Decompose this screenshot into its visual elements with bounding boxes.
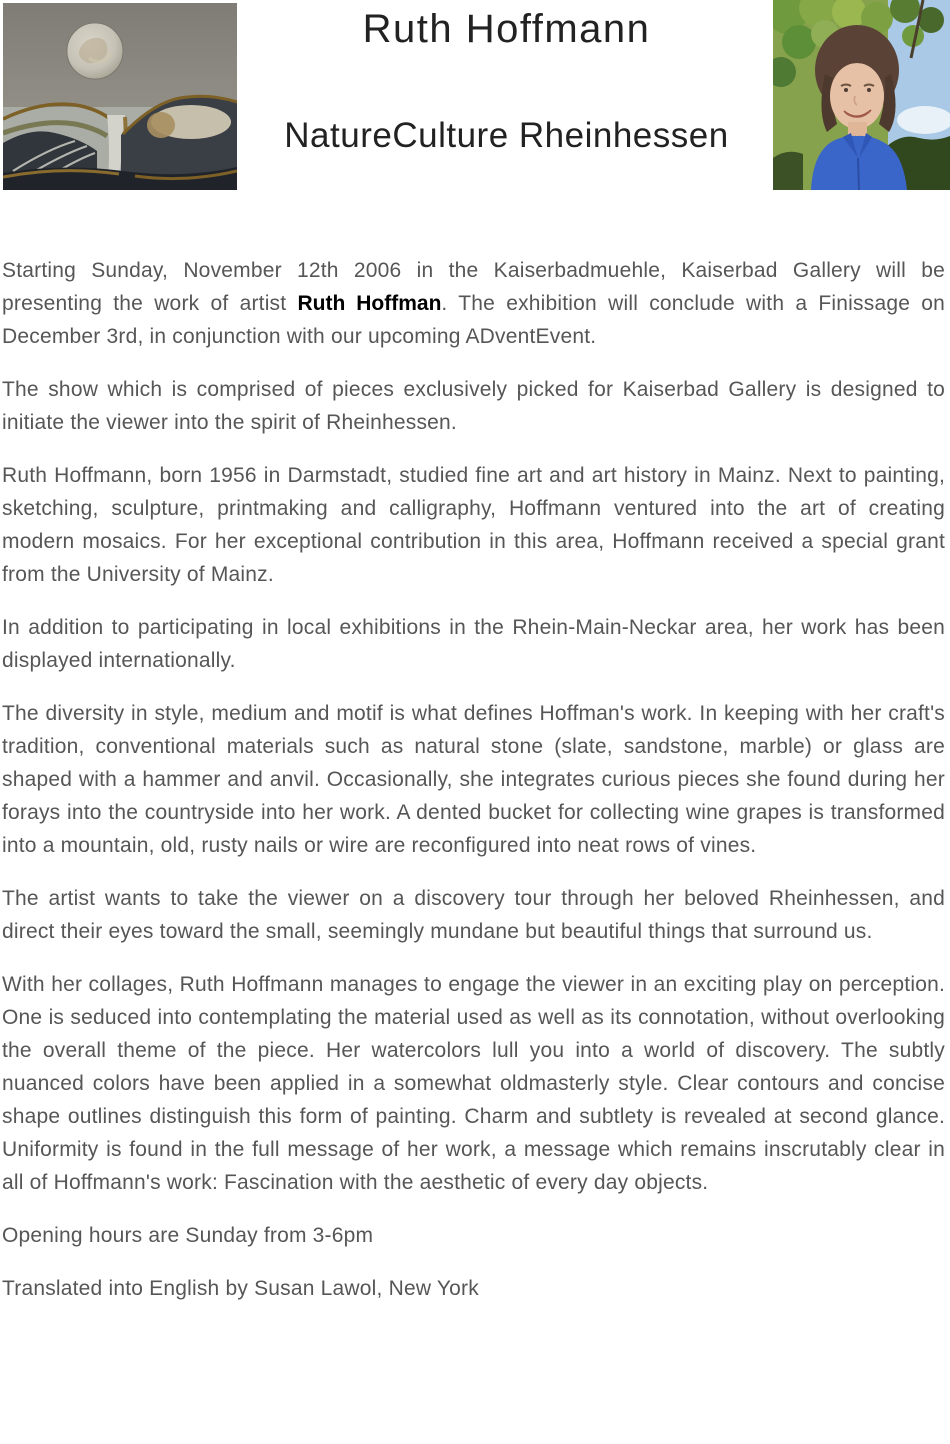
paragraph-show: The show which is comprised of pieces exclusively picked for Kaiserbad Gallery is designed to initiate the viewer into the spirit of Rheinhessen. — [2, 378, 945, 434]
artist-portrait-photo — [773, 0, 950, 190]
artist-name-bold: Ruth Hoffman — [297, 292, 442, 315]
intro-text-before: Starting Sunday, November 12th 2006 in the Kaiserbadmuehle, Kaiserbad Gallery will be presenting the work of artist — [2, 259, 945, 315]
header — [0, 0, 950, 190]
page-title: Ruth Hoffmann — [362, 7, 651, 51]
paragraph-collages: With her collages, Ruth Hoffmann manages to engage the viewer in an exciting play on perception. One is seduced into contemplating the material used as well as its connotation, without overlooking the overall theme of the piece. Her watercolors lull you into a world of discovery. The subtly nuanced colors have been applied in a somewhat oldmasterly style. Clear contours and concise shape outlines distinguish this form of painting. Charm and subtlety is revealed at second glance. Uniformity is found in the full message of her work, a message which remains inscrutably clear in all of Hoffmann's work: Fascination with the aesthetic of every day objects. — [2, 973, 945, 1194]
moon-landscape-artwork — [3, 3, 237, 190]
intro-text-after: . The exhibition will conclude with a Finissage on December 3rd, in conjunction with our upcoming ADventEvent. — [2, 292, 946, 348]
paragraph-exhibitions: In addition to participating in local exhibitions in the Rhein-Main-Neckar area, her work has been displayed internationally. — [2, 616, 945, 672]
paragraph-discovery-tour: The artist wants to take the viewer on a discovery tour through her beloved Rheinhessen, and direct their eyes toward the small, seemingly mundane but beautiful things that surround us. — [2, 887, 945, 943]
article-body — [0, 190, 950, 1305]
page-subtitle: NatureCulture Rheinhessen — [284, 116, 729, 155]
opening-hours: Opening hours are Sunday from 3-6pm — [2, 1224, 374, 1247]
paragraph-materials: The diversity in style, medium and motif is what defines Hoffman's work. In keeping with her craft's tradition, conventional materials such as natural stone (slate, sandstone, marble) or glass are shaped with a hammer and anvil. Occasionally, she integrates curious pieces she found during her forays into the countryside into her work. A dented bucket for collecting wine grapes is transformed into a mountain, old, rusty nails or wire are reconfigured into neat rows of vines. — [2, 702, 945, 857]
portrait-illustration — [773, 0, 950, 190]
translation-credit: Translated into English by Susan Lawol, New York — [2, 1277, 479, 1300]
paragraph-intro — [2, 254, 945, 353]
title-block — [240, 0, 773, 190]
paragraph-biography: Ruth Hoffmann, born 1956 in Darmstadt, studied fine art and art history in Mainz. Next to painting, sketching, sculpture, printmaking and calligraphy, Hoffmann ventured into the art of creating modern mosaics. For her exceptional contribution in this area, Hoffmann received a special grant from the University of Mainz. — [2, 464, 945, 586]
artwork-illustration — [3, 3, 237, 190]
